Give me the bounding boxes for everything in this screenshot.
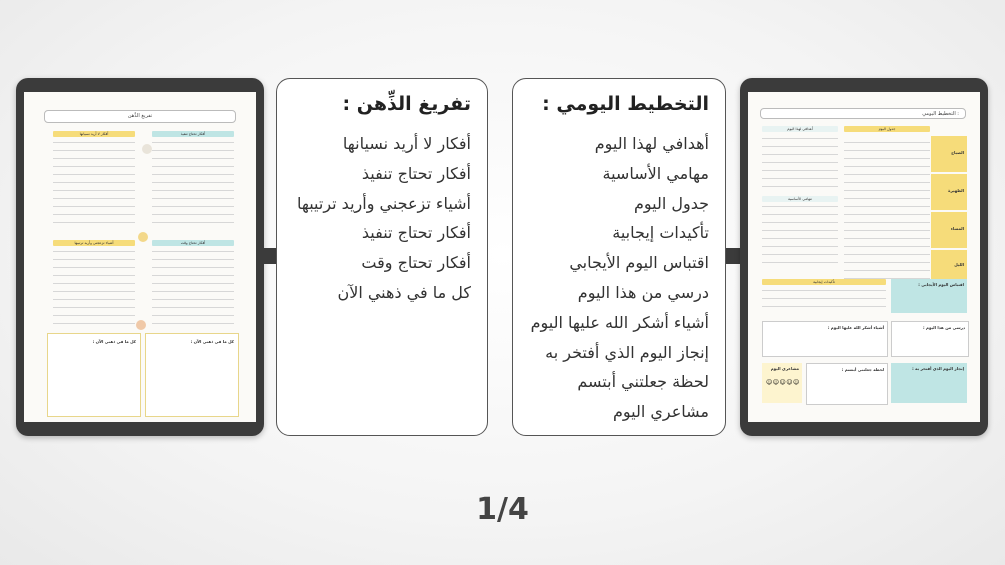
ruled-line: [844, 158, 930, 159]
ruled-line: [53, 267, 135, 268]
ruled-line: [152, 190, 234, 191]
ruled-line: [762, 206, 838, 207]
ruled-line: [762, 154, 838, 155]
quote-box: [891, 279, 967, 313]
list-item: كل ما في ذهني الآن: [337, 282, 471, 302]
ruled-line: [762, 222, 838, 223]
time-label: الظهيرة: [948, 188, 964, 193]
connector: [726, 248, 740, 264]
ruled-line: [53, 291, 135, 292]
achievement-label: إنجاز اليوم الذي أفتخر به :: [912, 366, 964, 371]
time-block: [931, 250, 967, 282]
ruled-line: [152, 142, 234, 143]
page-indicator: 1/4: [476, 492, 529, 527]
daily-planning-page-preview: [748, 92, 980, 422]
ruled-line: [152, 182, 234, 183]
ruled-line: [53, 182, 135, 183]
ruled-line: [844, 238, 930, 239]
list-item: أفكار تحتاج تنفيذ: [361, 223, 471, 243]
list-item: إنجاز اليوم الذي أفتخر به: [545, 342, 709, 362]
ruled-line: [762, 262, 838, 263]
smile-box: [806, 363, 888, 405]
ruled-line: [53, 166, 135, 167]
ruled-line: [152, 206, 234, 207]
ruled-line: [152, 323, 234, 324]
ruled-line: [844, 198, 930, 199]
gratitude-box: [762, 321, 888, 357]
ruled-line: [844, 230, 930, 231]
decor-icon: [142, 144, 152, 154]
ruled-line: [762, 298, 886, 299]
ruled-line: [53, 299, 135, 300]
ruled-line: [53, 323, 135, 324]
ruled-line: [53, 142, 135, 143]
mood-label: مشاعري اليوم: [770, 366, 799, 371]
tablet-mind-dump: [16, 78, 264, 436]
ruled-line: [152, 283, 234, 284]
ruled-line: [844, 262, 930, 263]
ruled-line: [53, 222, 135, 223]
ruled-line: [152, 166, 234, 167]
ruled-line: [152, 214, 234, 215]
ruled-line: [762, 214, 838, 215]
list-item: أفكار تحتاج تنفيذ: [361, 163, 471, 183]
time-block: [931, 174, 967, 210]
time-label: المساء: [950, 226, 964, 231]
connector: [262, 248, 276, 264]
time-label: الصباح: [951, 150, 964, 155]
gratitude-label: أشياء أشكر الله عليها اليوم :: [827, 325, 884, 330]
section-header: تأكيدات إيجابية: [762, 279, 886, 285]
list-item: أشياء أشكر الله عليها اليوم: [530, 312, 709, 332]
notes-box-label: كل ما في ذهني الآن :: [92, 339, 136, 344]
list-item: جدول اليوم: [633, 193, 709, 213]
ruled-line: [152, 291, 234, 292]
list-item: مشاعري اليوم: [612, 402, 709, 422]
mood-emoji-icons: ☺☺☺☺☺: [766, 379, 800, 386]
daily-planning-title: التخطيط اليومي :: [542, 93, 709, 115]
ruled-line: [53, 275, 135, 276]
ruled-line: [844, 182, 930, 183]
list-item: أشياء تزعجني وأريد ترتيبها: [296, 193, 471, 213]
section-header: أفكار لا أريد نسيانها: [53, 131, 135, 137]
time-label: الليل: [954, 262, 964, 267]
list-item: درسي من هذا اليوم: [577, 282, 709, 302]
ruled-line: [152, 267, 234, 268]
ruled-line: [844, 278, 930, 279]
ruled-line: [53, 158, 135, 159]
ruled-line: [762, 162, 838, 163]
notes-box: [145, 333, 239, 417]
section-header: أفكار تحتاج تنفيذ: [152, 131, 234, 137]
ruled-line: [152, 158, 234, 159]
ruled-line: [844, 222, 930, 223]
daily-planning-card: [512, 78, 726, 436]
section-header: مهامي الأساسية: [762, 196, 838, 202]
ruled-line: [762, 306, 886, 307]
ruled-line: [53, 198, 135, 199]
list-item: أهدافي لهذا اليوم: [594, 134, 709, 153]
ruled-line: [53, 283, 135, 284]
ruled-line: [844, 206, 930, 207]
ruled-line: [152, 259, 234, 260]
ruled-line: [53, 307, 135, 308]
smile-label: لحظة جعلتني أبتسم :: [841, 367, 884, 372]
list-item: تأكيدات إيجابية: [612, 223, 709, 243]
ruled-line: [762, 146, 838, 147]
ruled-line: [53, 206, 135, 207]
ruled-line: [53, 190, 135, 191]
lesson-label: درسي من هذا اليوم :: [923, 325, 965, 330]
ruled-line: [844, 270, 930, 271]
decor-icon: [136, 320, 146, 330]
ruled-line: [152, 251, 234, 252]
ruled-line: [53, 315, 135, 316]
quote-label: اقتباس اليوم الأيجابي :: [918, 282, 964, 287]
time-block: [931, 136, 967, 172]
ruled-line: [762, 238, 838, 239]
ruled-line: [762, 290, 886, 291]
list-item: أفكار لا أريد نسيانها: [342, 134, 471, 153]
ruled-line: [844, 142, 930, 143]
page-title: تفريغ الذِّهن: [44, 110, 236, 123]
ruled-line: [152, 174, 234, 175]
ruled-line: [152, 275, 234, 276]
ruled-line: [844, 150, 930, 151]
ruled-line: [844, 246, 930, 247]
ruled-line: [152, 150, 234, 151]
mind-dump-card: [276, 78, 488, 436]
notes-box-label: كل ما في ذهني الآن :: [190, 339, 234, 344]
ruled-line: [152, 222, 234, 223]
list-item: لحظة جعلتني أبتسم: [577, 372, 709, 392]
ruled-line: [762, 178, 838, 179]
section-header: أهدافي لهذا اليوم: [762, 126, 838, 132]
ruled-line: [53, 251, 135, 252]
ruled-line: [152, 198, 234, 199]
ruled-line: [762, 138, 838, 139]
lesson-box: [891, 321, 969, 357]
ruled-line: [844, 174, 930, 175]
section-header: أفكار تحتاج وقت: [152, 240, 234, 246]
notes-box: [47, 333, 141, 417]
ruled-line: [152, 315, 234, 316]
ruled-line: [152, 307, 234, 308]
mood-box: [762, 363, 802, 403]
time-block: [931, 212, 967, 248]
list-item: أفكار تحتاج وقت: [361, 253, 471, 273]
ruled-line: [152, 299, 234, 300]
ruled-line: [844, 214, 930, 215]
achievement-box: [891, 363, 967, 403]
ruled-line: [762, 254, 838, 255]
section-header: جدول اليوم: [844, 126, 930, 132]
ruled-line: [844, 166, 930, 167]
ruled-line: [53, 214, 135, 215]
ruled-line: [53, 259, 135, 260]
ruled-line: [762, 230, 838, 231]
mind-dump-page-preview: [24, 92, 256, 422]
ruled-line: [762, 186, 838, 187]
tablet-daily-planning: [740, 78, 988, 436]
ruled-line: [844, 190, 930, 191]
ruled-line: [844, 254, 930, 255]
ruled-line: [53, 150, 135, 151]
decor-icon: [138, 232, 148, 242]
ruled-line: [762, 170, 838, 171]
list-item: مهامي الأساسية: [602, 163, 709, 183]
ruled-line: [53, 174, 135, 175]
list-item: اقتباس اليوم الأيجابي: [569, 253, 709, 273]
ruled-line: [762, 246, 838, 247]
section-header: أشياء تزعجني وأريد ترتيبها: [53, 240, 135, 246]
mind-dump-title: تفريغ الذِّهن :: [342, 93, 471, 115]
page-title: التخطيط اليومي :: [760, 108, 966, 119]
